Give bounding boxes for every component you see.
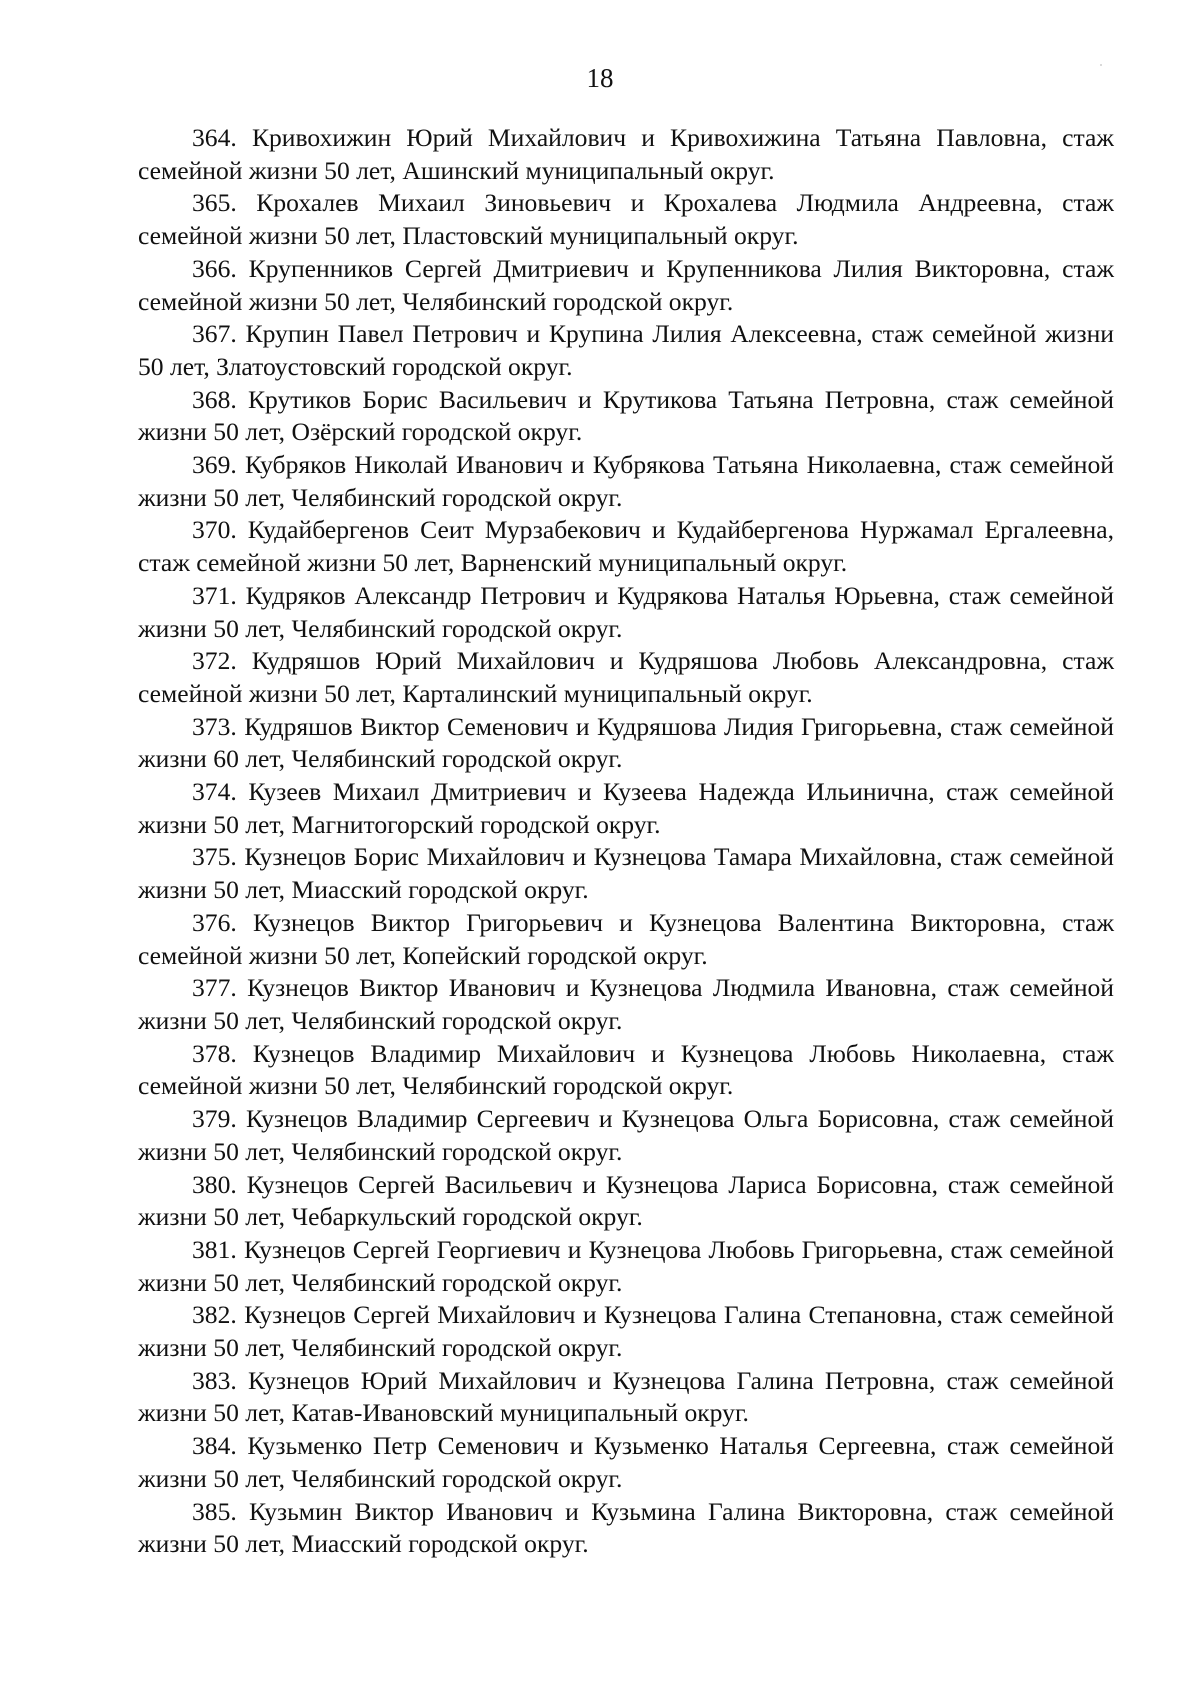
list-item — [138, 122, 1114, 187]
entry-number: 383. — [192, 1365, 237, 1395]
entry-number: 376. — [192, 907, 237, 937]
entry-text: Кузнецов Борис Михайлович и Кузнецова Тамара Михайловна, стаж семейной жизни 50 лет, Миасский городской округ. — [138, 842, 1114, 905]
entry-number: 377. — [192, 973, 237, 1003]
entry-number: 368. — [192, 384, 237, 414]
list-item — [138, 841, 1114, 906]
entry-list — [138, 122, 1114, 1561]
entry-number: 370. — [192, 515, 237, 545]
entry-number: 385. — [192, 1496, 237, 1526]
list-item — [138, 580, 1114, 645]
list-item — [138, 645, 1114, 710]
list-item — [138, 318, 1114, 383]
entry-number: 366. — [192, 253, 237, 283]
entry-text: Крупенников Сергей Дмитриевич и Крупенникова Лилия Викторовна, стаж семейной жизни 50 лет, Челябинский городской округ. — [138, 253, 1114, 316]
entry-text: Кузнецов Сергей Михайлович и Кузнецова Галина Степановна, стаж семейной жизни 50 лет, Челябинский городской округ. — [138, 1300, 1114, 1363]
entry-text: Крупин Павел Петрович и Крупина Лилия Алексеевна, стаж семейной жизни 50 лет, Златоустовский городской округ. — [138, 319, 1114, 381]
entry-text: Кудайбергенов Сеит Мурзабекович и Кудайбергенова Нуржамал Ергалеевна, стаж семейной жизни 50 лет, Варненский муниципальный округ. — [138, 515, 1114, 578]
entry-number: 369. — [192, 450, 237, 480]
list-item — [138, 1299, 1114, 1364]
entry-text: Кузнецов Сергей Васильевич и Кузнецова Лариса Борисовна, стаж семейной жизни 50 лет, Чебаркульский городской округ. — [138, 1169, 1114, 1232]
entry-text: Кузнецов Владимир Сергеевич и Кузнецова Ольга Борисовна, стаж семейной жизни 50 лет, Челябинский городской округ. — [138, 1104, 1114, 1166]
entry-text: Крутиков Борис Васильевич и Крутикова Татьяна Петровна, стаж семейной жизни 50 лет, Озёрский городской округ. — [138, 384, 1114, 447]
entry-text: Кузнецов Юрий Михайлович и Кузнецова Галина Петровна, стаж семейной жизни 50 лет, Катав-Ивановский муниципальный округ. — [138, 1365, 1114, 1428]
list-item — [138, 514, 1114, 579]
entry-number: 365. — [192, 188, 237, 218]
entry-text: Кузнецов Виктор Иванович и Кузнецова Людмила Ивановна, стаж семейной жизни 50 лет, Челябинский городской округ. — [138, 973, 1115, 1035]
entry-text: Кудряков Александр Петрович и Кудрякова Наталья Юрьевна, стаж семейной жизни 50 лет, Челябинский городской округ. — [138, 580, 1114, 643]
list-item — [138, 187, 1114, 252]
entry-number: 384. — [192, 1431, 237, 1461]
entry-text: Кузьмин Виктор Иванович и Кузьмина Галина Викторовна, стаж семейной жизни 50 лет, Миасский городской округ. — [138, 1496, 1114, 1559]
list-item — [138, 1169, 1114, 1234]
entry-number: 373. — [192, 711, 237, 741]
entry-number: 372. — [192, 646, 237, 676]
entry-number: 364. — [192, 123, 237, 152]
list-item — [138, 449, 1114, 514]
entry-number: 382. — [192, 1300, 237, 1330]
entry-text: Кузнецов Владимир Михайлович и Кузнецова Любовь Николаевна, стаж семейной жизни 50 лет, Челябинский городской округ. — [138, 1038, 1114, 1101]
entry-text: Кудряшов Юрий Михайлович и Кудряшова Любовь Александровна, стаж семейной жизни 50 лет, Карталинский муниципальный округ. — [138, 646, 1115, 708]
entry-number: 379. — [192, 1104, 237, 1134]
list-item — [138, 384, 1114, 449]
list-item — [138, 711, 1114, 776]
entry-text: Кривохижин Юрий Михайлович и Кривохижина Татьяна Павловна, стаж семейной жизни 50 лет, Ашинский муниципальный округ. — [138, 123, 1114, 185]
scan-artifact — [1100, 64, 1102, 66]
list-item — [138, 972, 1114, 1037]
list-item — [138, 1430, 1114, 1495]
entry-text: Кузнецов Виктор Григорьевич и Кузнецова Валентина Викторовна, стаж семейной жизни 50 лет, Копейский городской округ. — [138, 907, 1115, 970]
entry-number: 380. — [192, 1169, 237, 1199]
list-item — [138, 1038, 1114, 1103]
entry-number: 381. — [192, 1234, 237, 1264]
list-item — [138, 1365, 1114, 1430]
entry-number: 367. — [192, 319, 237, 349]
list-item — [138, 1234, 1114, 1299]
entry-text: Кузеев Михаил Дмитриевич и Кузеева Надежда Ильинична, стаж семейной жизни 50 лет, Магнитогорский городской округ. — [138, 777, 1114, 839]
list-item — [138, 253, 1114, 318]
list-item — [138, 776, 1114, 841]
list-item — [138, 907, 1114, 972]
entry-text: Кузьменко Петр Семенович и Кузьменко Наталья Сергеевна, стаж семейной жизни 50 лет, Челябинский городской округ. — [138, 1431, 1114, 1493]
page-number: 18 — [586, 63, 614, 93]
entry-number: 374. — [192, 777, 237, 807]
entry-text: Крохалев Михаил Зиновьевич и Крохалева Людмила Андреевна, стаж семейной жизни 50 лет, Пластовский муниципальный округ. — [138, 188, 1114, 251]
entry-number: 371. — [192, 580, 237, 610]
list-item — [138, 1103, 1114, 1168]
entry-number: 378. — [192, 1038, 237, 1068]
entry-text: Кубряков Николай Иванович и Кубрякова Татьяна Николаевна, стаж семейной жизни 50 лет, Челябинский городской округ. — [138, 450, 1114, 512]
list-item — [138, 1496, 1114, 1561]
entry-number: 375. — [192, 842, 237, 872]
entry-text: Кузнецов Сергей Георгиевич и Кузнецова Любовь Григорьевна, стаж семейной жизни 50 лет, Челябинский городской округ. — [138, 1234, 1114, 1297]
entry-text: Кудряшов Виктор Семенович и Кудряшова Лидия Григорьевна, стаж семейной жизни 60 лет, Челябинский городской округ. — [138, 711, 1114, 774]
